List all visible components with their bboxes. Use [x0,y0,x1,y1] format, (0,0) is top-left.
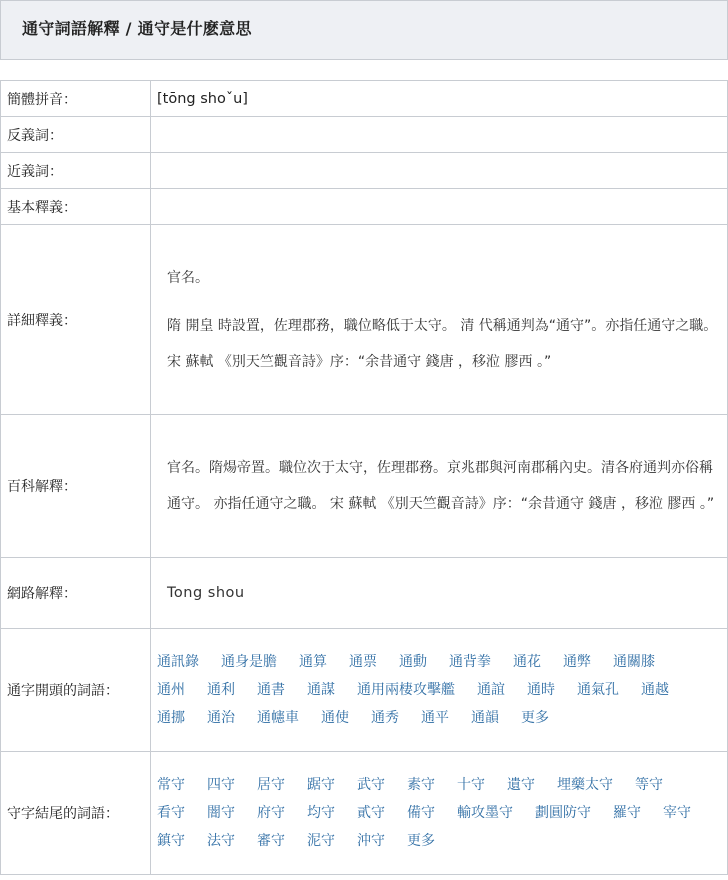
word-link[interactable]: 羅守 [613,805,641,821]
label-antonym: 反義詞： [1,117,151,153]
word-link[interactable]: 鎮守 [157,833,185,849]
word-link[interactable]: 通弊 [563,654,591,670]
word-link[interactable]: 通幰車 [257,710,299,726]
row-antonym [1,117,728,153]
word-link[interactable]: 埋藥太守 [557,777,613,793]
word-link[interactable]: 劃圓防守 [535,805,591,821]
word-link[interactable]: 武守 [357,777,385,793]
title-bar [0,0,728,60]
word-link[interactable]: 通書 [257,682,285,698]
word-link[interactable]: 通挪 [157,710,185,726]
ends-with-more-link[interactable]: 更多 [407,833,435,849]
encyclopedia-text: 官名。隋煬帝置。職位次于太守，佐理郡務。京兆郡與河南郡稱內史。清各府通判亦俗稱通守。 亦指任通守之職。 宋 蘇軾 《別天竺觀音詩》序：“余昔通守 錢唐 ，移涖 膠西 。” [167,460,715,512]
word-link[interactable]: 常守 [157,777,185,793]
word-link[interactable]: 通票 [349,654,377,670]
word-link[interactable]: 均守 [307,805,335,821]
word-link[interactable]: 通誼 [477,682,505,698]
detail-paragraph-1: 官名。 [167,269,209,286]
word-link[interactable]: 泥守 [307,833,335,849]
row-pinyin [1,81,728,117]
detail-paragraph-2: 隋 開皇 時設置，佐理郡務，職位略低于太守。 清 代稱通判為“通守”。亦指任通守之職。 宋 蘇軾 《別天竺觀音詩》序：“余昔通守 錢唐 ，移涖 膠西 。” [167,317,718,370]
word-link[interactable]: 貳守 [357,805,385,821]
row-starts-with [1,629,728,752]
word-link[interactable]: 四守 [207,777,235,793]
word-link[interactable]: 宰守 [663,805,691,821]
row-web [1,558,728,629]
label-basic: 基本釋義： [1,189,151,225]
word-link[interactable]: 通時 [527,682,555,698]
word-link[interactable]: 通背拳 [449,654,491,670]
pinyin-value: [tōng shoˇu] [157,90,248,107]
label-web: 網路解釋： [1,558,151,629]
word-link[interactable]: 十守 [457,777,485,793]
word-link[interactable]: 居守 [257,777,285,793]
starts-with-more-link[interactable]: 更多 [521,710,549,726]
word-link[interactable]: 府守 [257,805,285,821]
word-link[interactable]: 通訊錄 [157,654,199,670]
word-link[interactable]: 通平 [421,710,449,726]
word-link[interactable]: 通動 [399,654,427,670]
word-link[interactable]: 通越 [641,682,669,698]
web-value: Tong shou [167,585,245,601]
label-starts-with: 通字開頭的詞語： [1,629,151,752]
word-link[interactable]: 通氣孔 [577,682,619,698]
row-ends-with [1,752,728,875]
row-encyclopedia [1,415,728,558]
word-link[interactable]: 沖守 [357,833,385,849]
label-ends-with: 守字結尾的詞語： [1,752,151,875]
word-link[interactable]: 素守 [407,777,435,793]
word-link[interactable]: 審守 [257,833,285,849]
word-link[interactable]: 踞守 [307,777,335,793]
ends-with-links [157,767,719,859]
definition-table [0,80,728,875]
word-link[interactable]: 備守 [407,805,435,821]
row-synonym [1,153,728,189]
word-link[interactable]: 通花 [513,654,541,670]
word-link[interactable]: 通治 [207,710,235,726]
word-link[interactable]: 通用兩棲攻擊艦 [357,682,455,698]
word-link[interactable]: 通州 [157,682,185,698]
word-link[interactable]: 通算 [299,654,327,670]
word-link[interactable]: 通利 [207,682,235,698]
word-link[interactable]: 通關膝 [613,654,655,670]
label-synonym: 近義詞： [1,153,151,189]
antonym-value [151,117,728,153]
word-link[interactable]: 等守 [635,777,663,793]
word-link[interactable]: 遺守 [507,777,535,793]
word-link[interactable]: 通謀 [307,682,335,698]
word-link[interactable]: 闇守 [207,805,235,821]
word-link[interactable]: 通秀 [371,710,399,726]
label-encyclopedia: 百科解釋： [1,415,151,558]
word-link[interactable]: 輸攻墨守 [457,805,513,821]
word-link[interactable]: 通身是膽 [221,654,277,670]
basic-value [151,189,728,225]
row-detail [1,225,728,415]
word-link[interactable]: 看守 [157,805,185,821]
synonym-value [151,153,728,189]
starts-with-links [157,644,719,736]
label-detail: 詳細釋義： [1,225,151,415]
word-link[interactable]: 通使 [321,710,349,726]
row-basic [1,189,728,225]
label-pinyin: 簡體拼音： [1,81,151,117]
word-link[interactable]: 法守 [207,833,235,849]
word-link[interactable]: 通韻 [471,710,499,726]
page-title: 通守詞語解釋 / 通守是什麽意思 [22,19,252,38]
